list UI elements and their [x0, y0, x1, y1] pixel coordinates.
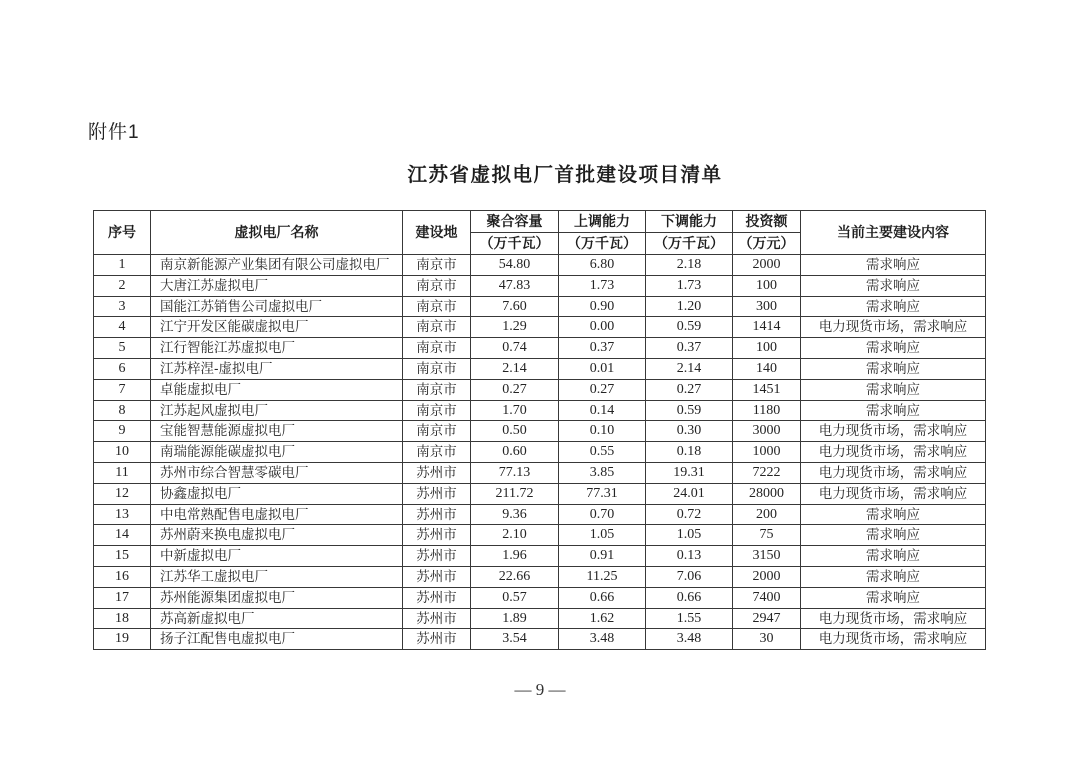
- cell-investment: 200: [733, 504, 801, 525]
- cell-seq: 5: [94, 338, 151, 359]
- cell-name: 扬子江配售电虚拟电厂: [151, 629, 403, 650]
- cell-location: 南京市: [403, 379, 471, 400]
- cell-down: 0.59: [646, 317, 733, 338]
- table-row: [94, 379, 986, 400]
- cell-name: 苏高新虚拟电厂: [151, 608, 403, 629]
- cell-location: 苏州市: [403, 566, 471, 587]
- cell-name: 江行智能江苏虚拟电厂: [151, 338, 403, 359]
- cell-down: 0.37: [646, 338, 733, 359]
- cell-location: 南京市: [403, 255, 471, 276]
- table-row: [94, 566, 986, 587]
- cell-location: 南京市: [403, 275, 471, 296]
- cell-seq: 10: [94, 442, 151, 463]
- cell-location: 南京市: [403, 296, 471, 317]
- cell-content: 需求响应: [801, 379, 986, 400]
- table-row: [94, 525, 986, 546]
- cell-location: 苏州市: [403, 587, 471, 608]
- cell-content: 需求响应: [801, 566, 986, 587]
- cell-seq: 3: [94, 296, 151, 317]
- cell-name: 宝能智慧能源虚拟电厂: [151, 421, 403, 442]
- cell-down: 1.05: [646, 525, 733, 546]
- cell-capacity: 1.96: [471, 546, 559, 567]
- cell-location: 南京市: [403, 317, 471, 338]
- header-name: 虚拟电厂名称: [151, 211, 403, 255]
- cell-investment: 7222: [733, 462, 801, 483]
- cell-name: 中新虚拟电厂: [151, 546, 403, 567]
- cell-capacity: 47.83: [471, 275, 559, 296]
- cell-name: 江苏华工虚拟电厂: [151, 566, 403, 587]
- cell-down: 1.55: [646, 608, 733, 629]
- cell-content: 电力现货市场，需求响应: [801, 629, 986, 650]
- cell-location: 苏州市: [403, 462, 471, 483]
- cell-content: 需求响应: [801, 296, 986, 317]
- header-location: 建设地: [403, 211, 471, 255]
- cell-name: 江苏梓涅-虚拟电厂: [151, 358, 403, 379]
- cell-capacity: 22.66: [471, 566, 559, 587]
- cell-name: 江宁开发区能碳虚拟电厂: [151, 317, 403, 338]
- cell-name: 国能江苏销售公司虚拟电厂: [151, 296, 403, 317]
- cell-seq: 17: [94, 587, 151, 608]
- cell-down: 7.06: [646, 566, 733, 587]
- cell-down: 2.18: [646, 255, 733, 276]
- cell-down: 24.01: [646, 483, 733, 504]
- header-investment: 投资额: [733, 211, 801, 233]
- cell-up: 0.55: [559, 442, 646, 463]
- cell-name: 中电常熟配售电虚拟电厂: [151, 504, 403, 525]
- cell-investment: 1451: [733, 379, 801, 400]
- cell-capacity: 2.10: [471, 525, 559, 546]
- table-row: [94, 255, 986, 276]
- cell-capacity: 9.36: [471, 504, 559, 525]
- cell-investment: 3150: [733, 546, 801, 567]
- cell-investment: 1000: [733, 442, 801, 463]
- table-row: [94, 629, 986, 650]
- cell-investment: 30: [733, 629, 801, 650]
- cell-capacity: 7.60: [471, 296, 559, 317]
- table-row: [94, 296, 986, 317]
- cell-up: 3.48: [559, 629, 646, 650]
- cell-up: 0.90: [559, 296, 646, 317]
- cell-investment: 7400: [733, 587, 801, 608]
- cell-seq: 9: [94, 421, 151, 442]
- cell-content: 需求响应: [801, 358, 986, 379]
- cell-investment: 100: [733, 338, 801, 359]
- header-down-unit: （万千瓦）: [646, 233, 733, 255]
- cell-down: 1.20: [646, 296, 733, 317]
- cell-seq: 13: [94, 504, 151, 525]
- cell-up: 0.66: [559, 587, 646, 608]
- cell-location: 苏州市: [403, 629, 471, 650]
- cell-location: 南京市: [403, 358, 471, 379]
- header-down: 下调能力: [646, 211, 733, 233]
- cell-down: 3.48: [646, 629, 733, 650]
- cell-capacity: 211.72: [471, 483, 559, 504]
- attachment-label: 附件1: [88, 122, 140, 143]
- cell-up: 0.91: [559, 546, 646, 567]
- cell-seq: 18: [94, 608, 151, 629]
- cell-content: 电力现货市场，需求响应: [801, 442, 986, 463]
- header-up-unit: （万千瓦）: [559, 233, 646, 255]
- cell-location: 南京市: [403, 338, 471, 359]
- cell-down: 0.27: [646, 379, 733, 400]
- cell-up: 0.00: [559, 317, 646, 338]
- cell-investment: 3000: [733, 421, 801, 442]
- cell-location: 苏州市: [403, 504, 471, 525]
- cell-seq: 14: [94, 525, 151, 546]
- cell-investment: 140: [733, 358, 801, 379]
- table-row: [94, 587, 986, 608]
- cell-up: 0.70: [559, 504, 646, 525]
- cell-name: 苏州市综合智慧零碳电厂: [151, 462, 403, 483]
- header-content: 当前主要建设内容: [801, 211, 986, 255]
- cell-capacity: 0.74: [471, 338, 559, 359]
- cell-capacity: 54.80: [471, 255, 559, 276]
- cell-name: 苏州蔚来换电虚拟电厂: [151, 525, 403, 546]
- cell-seq: 15: [94, 546, 151, 567]
- cell-content: 电力现货市场，需求响应: [801, 462, 986, 483]
- table-row: [94, 358, 986, 379]
- cell-name: 卓能虚拟电厂: [151, 379, 403, 400]
- cell-capacity: 0.60: [471, 442, 559, 463]
- cell-location: 南京市: [403, 442, 471, 463]
- cell-capacity: 3.54: [471, 629, 559, 650]
- cell-up: 77.31: [559, 483, 646, 504]
- cell-investment: 300: [733, 296, 801, 317]
- table-row: [94, 608, 986, 629]
- project-table: [93, 210, 986, 650]
- cell-up: 1.73: [559, 275, 646, 296]
- cell-location: 苏州市: [403, 608, 471, 629]
- cell-investment: 28000: [733, 483, 801, 504]
- cell-seq: 16: [94, 566, 151, 587]
- cell-name: 南瑞能源能碳虚拟电厂: [151, 442, 403, 463]
- cell-investment: 2000: [733, 255, 801, 276]
- cell-content: 需求响应: [801, 546, 986, 567]
- cell-investment: 2947: [733, 608, 801, 629]
- table-row: [94, 504, 986, 525]
- table-body: [94, 255, 986, 650]
- cell-content: 电力现货市场，需求响应: [801, 483, 986, 504]
- cell-name: 协鑫虚拟电厂: [151, 483, 403, 504]
- cell-seq: 1: [94, 255, 151, 276]
- cell-up: 0.10: [559, 421, 646, 442]
- cell-location: 南京市: [403, 421, 471, 442]
- table-row: [94, 462, 986, 483]
- cell-investment: 100: [733, 275, 801, 296]
- header-up: 上调能力: [559, 211, 646, 233]
- table-header-row-top: [94, 211, 986, 233]
- cell-content: 需求响应: [801, 255, 986, 276]
- cell-name: 江苏起风虚拟电厂: [151, 400, 403, 421]
- cell-seq: 4: [94, 317, 151, 338]
- cell-name: 南京新能源产业集团有限公司虚拟电厂: [151, 255, 403, 276]
- cell-up: 0.37: [559, 338, 646, 359]
- cell-location: 苏州市: [403, 525, 471, 546]
- header-capacity-unit: （万千瓦）: [471, 233, 559, 255]
- cell-up: 0.27: [559, 379, 646, 400]
- cell-seq: 6: [94, 358, 151, 379]
- cell-up: 11.25: [559, 566, 646, 587]
- cell-down: 19.31: [646, 462, 733, 483]
- cell-investment: 1180: [733, 400, 801, 421]
- cell-capacity: 1.29: [471, 317, 559, 338]
- cell-seq: 19: [94, 629, 151, 650]
- cell-content: 电力现货市场，需求响应: [801, 608, 986, 629]
- table-row: [94, 483, 986, 504]
- cell-content: 需求响应: [801, 400, 986, 421]
- cell-capacity: 0.27: [471, 379, 559, 400]
- cell-location: 苏州市: [403, 483, 471, 504]
- cell-down: 0.30: [646, 421, 733, 442]
- cell-content: 需求响应: [801, 525, 986, 546]
- cell-down: 0.18: [646, 442, 733, 463]
- cell-up: 1.05: [559, 525, 646, 546]
- table-row: [94, 317, 986, 338]
- cell-down: 1.73: [646, 275, 733, 296]
- cell-up: 3.85: [559, 462, 646, 483]
- document-title: 江苏省虚拟电厂首批建设项目清单: [407, 164, 723, 186]
- page-number: — 9 —: [514, 680, 566, 699]
- table-row: [94, 275, 986, 296]
- cell-location: 南京市: [403, 400, 471, 421]
- cell-down: 0.13: [646, 546, 733, 567]
- header-investment-unit: （万元）: [733, 233, 801, 255]
- table-row: [94, 338, 986, 359]
- cell-capacity: 1.89: [471, 608, 559, 629]
- cell-capacity: 77.13: [471, 462, 559, 483]
- cell-content: 电力现货市场，需求响应: [801, 421, 986, 442]
- cell-down: 0.59: [646, 400, 733, 421]
- header-seq: 序号: [94, 211, 151, 255]
- cell-name: 大唐江苏虚拟电厂: [151, 275, 403, 296]
- table-row: [94, 442, 986, 463]
- header-capacity: 聚合容量: [471, 211, 559, 233]
- cell-content: 电力现货市场，需求响应: [801, 317, 986, 338]
- cell-capacity: 2.14: [471, 358, 559, 379]
- cell-seq: 2: [94, 275, 151, 296]
- cell-down: 2.14: [646, 358, 733, 379]
- cell-down: 0.66: [646, 587, 733, 608]
- cell-investment: 2000: [733, 566, 801, 587]
- table-row: [94, 546, 986, 567]
- cell-up: 0.14: [559, 400, 646, 421]
- cell-investment: 1414: [733, 317, 801, 338]
- cell-seq: 8: [94, 400, 151, 421]
- cell-up: 0.01: [559, 358, 646, 379]
- cell-capacity: 0.50: [471, 421, 559, 442]
- cell-content: 需求响应: [801, 504, 986, 525]
- cell-up: 6.80: [559, 255, 646, 276]
- cell-down: 0.72: [646, 504, 733, 525]
- table-header: [94, 211, 986, 255]
- cell-seq: 12: [94, 483, 151, 504]
- table-row: [94, 421, 986, 442]
- cell-up: 1.62: [559, 608, 646, 629]
- table-row: [94, 400, 986, 421]
- cell-seq: 7: [94, 379, 151, 400]
- cell-content: 需求响应: [801, 338, 986, 359]
- cell-content: 需求响应: [801, 587, 986, 608]
- cell-content: 需求响应: [801, 275, 986, 296]
- cell-capacity: 0.57: [471, 587, 559, 608]
- cell-name: 苏州能源集团虚拟电厂: [151, 587, 403, 608]
- cell-seq: 11: [94, 462, 151, 483]
- cell-location: 苏州市: [403, 546, 471, 567]
- cell-capacity: 1.70: [471, 400, 559, 421]
- cell-investment: 75: [733, 525, 801, 546]
